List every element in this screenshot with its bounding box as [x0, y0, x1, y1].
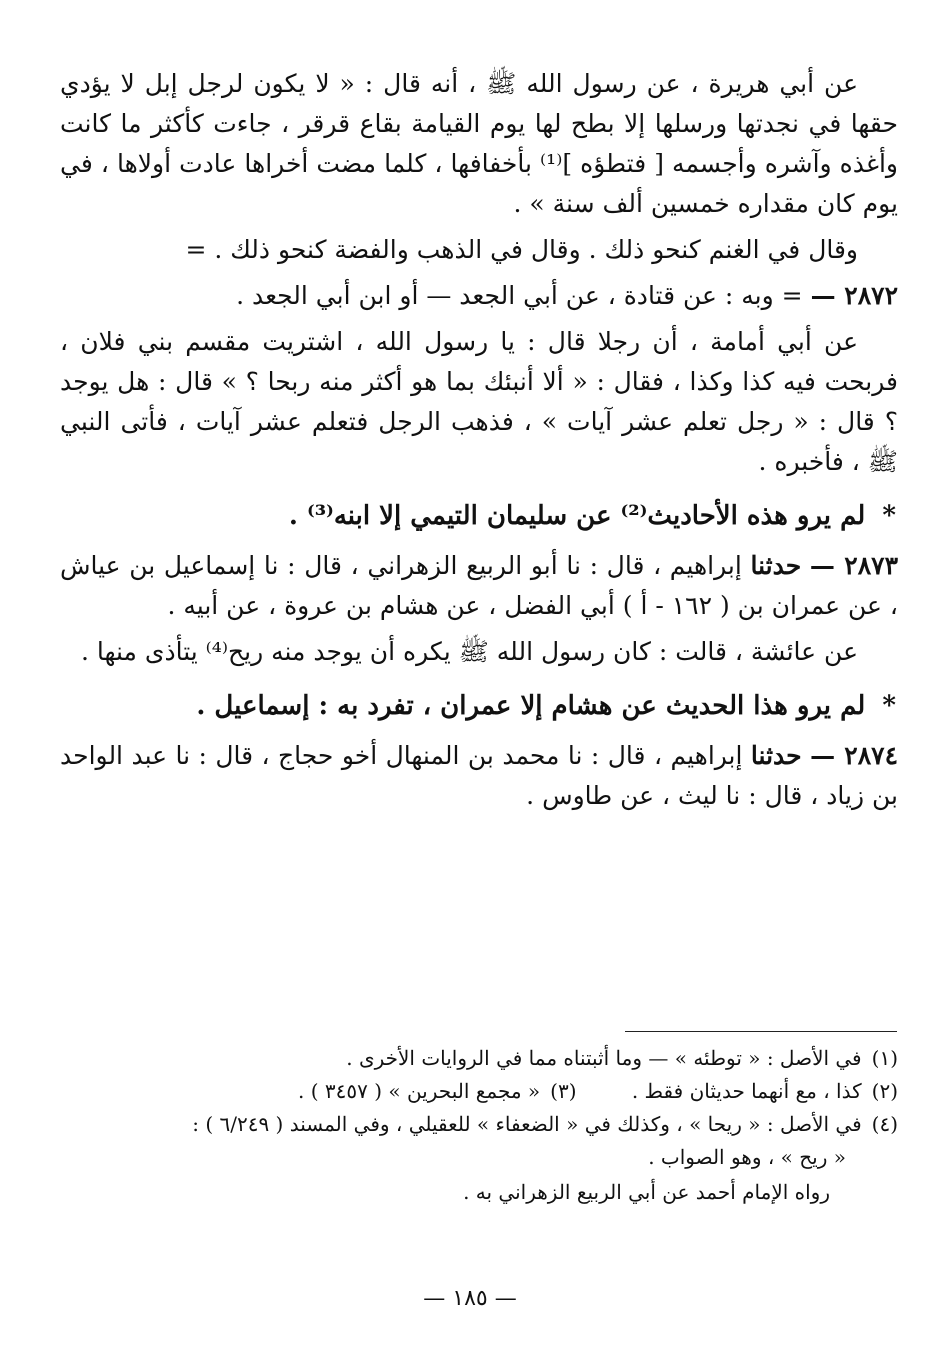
footnote-1 [60, 1042, 898, 1075]
hadith-2872 [60, 276, 898, 316]
footnote-2 [632, 1075, 898, 1108]
footnote-4-number: (٤) [871, 1112, 898, 1136]
footnote-3-number: (٣) [550, 1079, 577, 1103]
hadith-2874 [60, 736, 898, 816]
footnotes [60, 1042, 898, 1209]
hadith-isnad-2874: إبراهيم ، قال : نا محمد بن المنهال أخو حجاج ، قال : نا عبد الواحد بن زياد ، قال : نا ليث ، عن طاوس . [60, 741, 898, 810]
footnote-4-continuation: « ريح » ، وهو الصواب . [648, 1145, 846, 1169]
footnote-4-text: في الأصل : « ريحا » ، وكذلك في « الضعفاء » للعقيلي ، وفي المسند ( ٦/٢٤٩ ) : [192, 1112, 862, 1136]
footnote-1-text: في الأصل : « توطئه » — وما أثبتناه مما في الروايات الأخرى . [346, 1046, 862, 1070]
hadith-number-2872: ٢٨٧٢ — [810, 281, 898, 310]
footnote-3 [298, 1075, 577, 1108]
hadith-text-abu-hurayra: عن أبي هريرة ، عن رسول الله ﷺ ، أنه قال : « لا يكون لرجل إبل لا يؤدي حقها في نجدتها ورسلها إلا بطح لها يوم القيامة بقاع قرقر ، جاءت كأكثر ما كانت وأغذه وآشره وأجسمه [ فتطؤه ]⁽¹⁾ بأخفافها ، كلما مضت أخراها عادت أولاها ، في يوم كان مقداره خمسين ألف سنة » . [60, 69, 898, 218]
hadith-isnad-2872: = وبه : عن قتادة ، عن أبي الجعد — أو ابن أبي الجعد . [236, 281, 803, 310]
editor-note-1 [60, 496, 898, 536]
editor-note-2 [60, 686, 898, 726]
hadith-number-2874: ٢٨٧٤ — [810, 741, 898, 770]
footnote-2-text: كذا ، مع أنهما حديثان فقط . [631, 1079, 862, 1103]
hadith-lead-2874: حدثنا [750, 741, 802, 770]
hadith-isnad-2873: إبراهيم ، قال : نا أبو الربيع الزهراني ، قال : نا إسماعيل بن عياش ، عن عمران بن ( ١٦٢ - أ ) أبي الفضل ، عن هشام بن عروة ، عن أبيه . [60, 551, 898, 620]
footnote-4 [60, 1108, 898, 1141]
hadith-lead-2873: حدثنا [750, 551, 802, 580]
hadith-2873 [60, 546, 898, 626]
footnotes-2-3 [298, 1075, 898, 1108]
hadith-number-2873: ٢٨٧٣ — [809, 551, 898, 580]
hadith-text-abu-umama: عن أبي أمامة ، أن رجلا قال : يا رسول الله ، اشتريت مقسم بني فلان ، فربحت فيه كذا وكذا ، فقال : « ألا أنبئك بما هو أكثر منه ربحا ؟ » قال : هل يوجد ؟ قال : « رجل تعلم عشر آيات » ، فذهب الرجل فتعلم عشر آيات ، فأتى النبي ﷺ ، فأخبره . [60, 327, 898, 476]
footnote-divider [625, 1031, 897, 1032]
footnote-1-number: (١) [871, 1046, 898, 1070]
editor-note-2-text: لم يرو هذا الحديث عن هشام إلا عمران ، تفرد به : إسماعيل . [196, 691, 866, 721]
hadith-text-aisha: عن عائشة ، قالت : كان رسول الله ﷺ يكره أن يوجد منه ريح⁽⁴⁾ يتأذى منها . [80, 637, 858, 666]
hadith-text-ghanam: وقال في الغنم كنحو ذلك . وقال في الذهب والفضة كنحو ذلك . = [185, 235, 858, 264]
footnote-2-number: (٢) [871, 1079, 898, 1103]
star-marker: * [882, 691, 896, 721]
footnote-attribution: رواه الإمام أحمد عن أبي الربيع الزهراني به . [463, 1180, 830, 1204]
star-marker: * [882, 501, 896, 531]
page-number: — ١٨٥ — [423, 1286, 517, 1311]
editor-note-1-text: لم يرو هذه الأحاديث⁽²⁾ عن سليمان التيمي إلا ابنه⁽³⁾ . [288, 501, 866, 531]
page-body [60, 64, 898, 816]
footnote-3-text: « مجمع البحرين » ( ٣٤٥٧ ) . [298, 1079, 541, 1103]
